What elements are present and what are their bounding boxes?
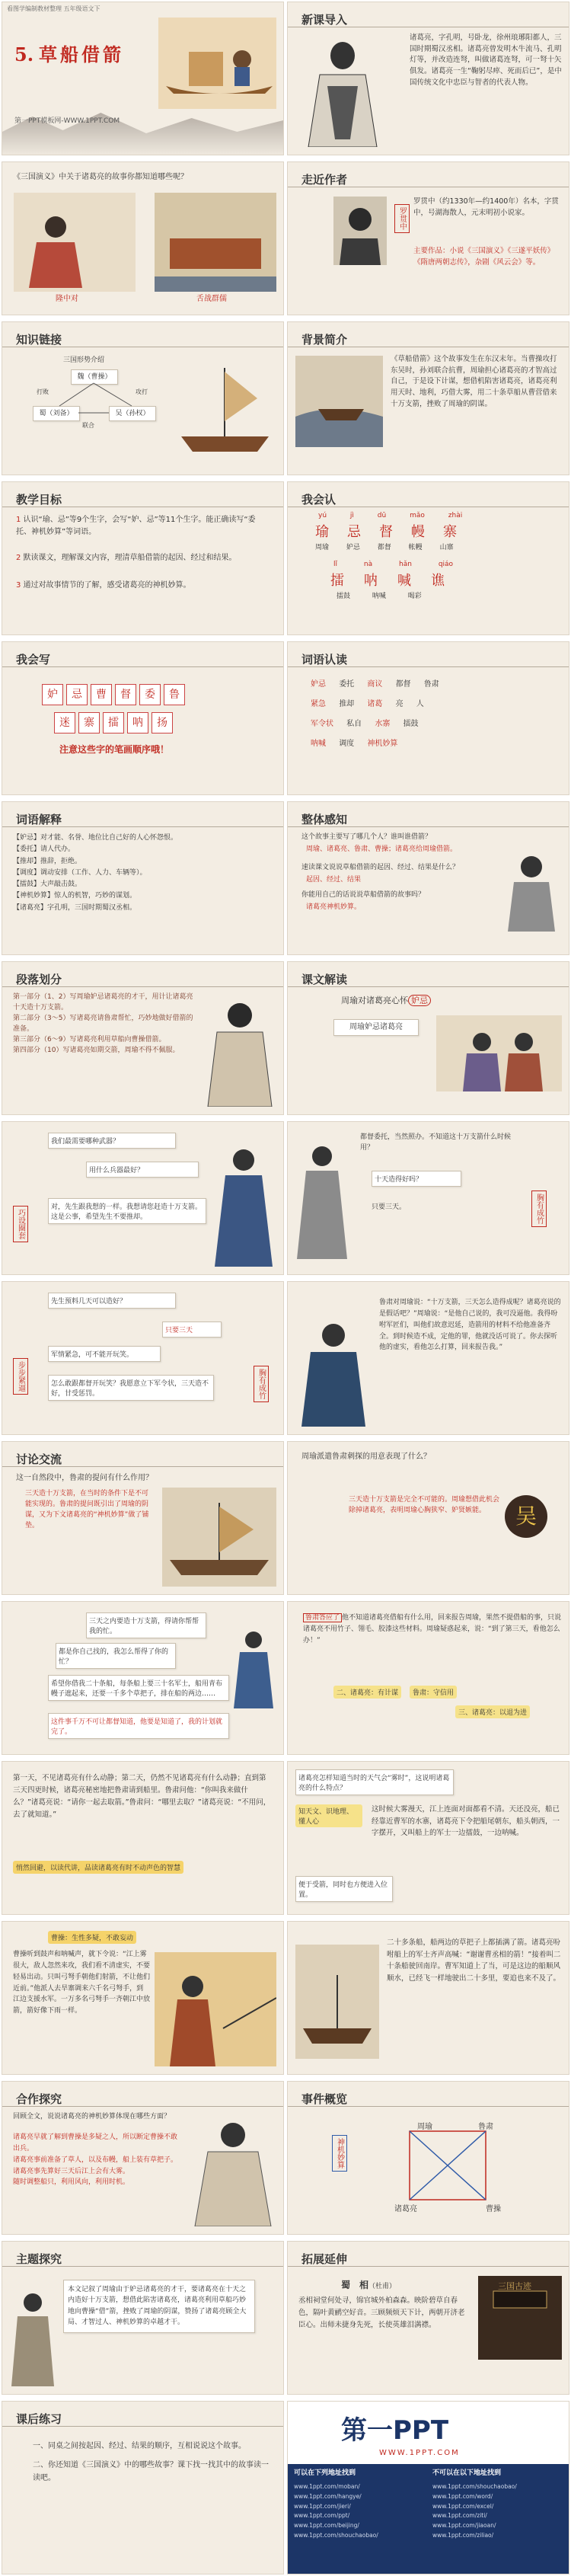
slide-27-cooperate[interactable] — [2, 2081, 284, 2235]
slide-23-text[interactable] — [2, 1761, 284, 1915]
tag-shezhan: 舌战群儒 — [196, 295, 227, 303]
slide-8-recognize[interactable] — [287, 481, 569, 635]
write-row-2 — [53, 712, 174, 733]
label-attack: 攻打 — [136, 388, 148, 395]
definition-item: 【诸葛亮】字孔明，三国时期蜀汉丞相。 — [13, 903, 137, 912]
row1-words: 周瑜 妒忌 都督 帐幔 山寨 — [315, 544, 454, 551]
section-item: 第一部分（1、2）写周瑜妒忌诸葛亮的才干，用计让诸葛亮十天造十万支箭。 — [13, 993, 193, 1012]
header-strip: 看图学编制教材整理 五年级语文下 — [7, 5, 100, 12]
stroke-tip: 注意这些字的笔画顺序哦！ — [59, 744, 170, 755]
link-item[interactable]: www.1ppt.com/hangye/ — [294, 2492, 362, 2500]
title-separator — [2, 1466, 283, 1467]
slide-13-sections[interactable] — [2, 961, 284, 1115]
a3: 诸葛亮神机妙算。 — [306, 903, 362, 911]
slide-14-reading[interactable] — [287, 961, 569, 1115]
word-row-2: 紧急 推却 诸葛 亮 人 — [311, 700, 424, 708]
bubble-4: 这件事千万不可让都督知道，他要是知道了，我的计划就完了。 — [48, 1713, 229, 1739]
link-item[interactable]: www.1ppt.com/shouchaobao/ — [432, 2483, 517, 2490]
slide-title: 整体感知 — [301, 813, 348, 826]
relation-diagram — [364, 2116, 539, 2226]
slide-title: 拓展延伸 — [301, 2252, 348, 2266]
slide-24-text[interactable] — [287, 1761, 569, 1915]
scholar-illustration — [505, 848, 558, 932]
bubble-2: 用什么兵器最好？ — [86, 1162, 199, 1178]
row2-pinyin: lǐ nà hǎn qiáo — [333, 561, 454, 568]
list-item: 诸葛亮事先算好三天后江上会有大雾。 — [13, 2167, 130, 2175]
label-fight: 打败 — [37, 388, 49, 395]
lesson-number: 5. — [14, 43, 34, 66]
title-separator — [288, 826, 569, 827]
promo-logo: 第一PPT — [341, 2415, 449, 2446]
definition-item: 【擂鼓】大声敲击鼓。 — [13, 881, 82, 889]
slide-10-words[interactable] — [287, 641, 569, 795]
promo-panel — [288, 2464, 569, 2574]
theme-box: 本文记叙了周瑜由于妒忌诸葛亮的才干，要诸葛亮在十天之内造好十万支箭，想借此陷害诸葛亮，诸葛亮利用草船巧妙地向曹操“借”箭，挫败了周瑜的阴谋，赞扬了诸葛亮顾全大局、才智过人、神机妙算的卓越才干。 — [63, 2280, 255, 2333]
question-bubble: 十天造得好吗？ — [372, 1171, 461, 1187]
bubble-1: 三天之内要造十万支箭，得请你帮帮我的忙。 — [86, 1612, 206, 1638]
slide-5-knowledge[interactable] — [2, 321, 284, 475]
mountain-decoration — [2, 101, 283, 155]
slide-title: 知识链接 — [16, 333, 62, 347]
shu-box: 蜀（刘备） — [33, 406, 80, 421]
discussion-question: 周瑜派遣鲁肃刺探的用意表现了什么？ — [301, 1453, 431, 1461]
subtitle: 三国形势介绍 — [63, 356, 105, 364]
figure-illustration — [189, 2112, 276, 2226]
list-item: 诸葛亮早就了解到曹操是多疑之人，所以断定曹操不敢出兵。 — [13, 2133, 178, 2153]
section-item: 第三部分（6～9）写诸葛亮利用草船向曹操借箭。 — [13, 1035, 166, 1044]
tag: 知天文、识地理、懂人心 — [295, 1804, 362, 1827]
list-item: 诸葛亮事前准备了草人，以及布幔，船上装有草把子。 — [13, 2156, 178, 2164]
slide-title: 词语解释 — [16, 813, 62, 826]
slide-20-discussion[interactable] — [287, 1441, 569, 1595]
slide-25-text[interactable] — [2, 1921, 284, 2075]
slide-title: 词语认读 — [301, 653, 348, 666]
passage-body: 第一天，不见诸葛亮有什么动静；第二天，仍然不见诸葛亮有什么动静；直到第三天四更时候，诸葛亮秘密地把鲁肃请到船里。鲁肃问他：“你叫我来做什么？”诸葛亮说：“请你一起去取箭。”鲁肃问：“哪里去取？”诸葛亮说：“不用问，去了就知道。” — [13, 1774, 271, 1820]
lusu-figure — [231, 1625, 276, 1708]
wu-box: 吴（孙权） — [109, 406, 156, 421]
warship-illustration — [174, 353, 276, 467]
answer-text: 只要三天。 — [372, 1203, 407, 1211]
char-cell: 擂 — [103, 712, 124, 733]
char-cell: 曹 — [91, 684, 112, 705]
tip-box: 便于受箭，同时也方便进入位置。 — [295, 1876, 393, 1902]
title-separator — [2, 2426, 283, 2427]
link-item[interactable]: www.1ppt.com/ziliao/ — [432, 2531, 494, 2539]
boat-illustration — [158, 18, 276, 109]
slide-title: 我会写 — [16, 653, 51, 666]
slide-title: 主题探究 — [16, 2252, 62, 2266]
slide-30-extend[interactable] — [287, 2241, 569, 2395]
zhugeliang-figure — [295, 1137, 349, 1259]
section-list — [13, 992, 196, 1056]
col1-title: 可以在下列地址找到 — [294, 2469, 356, 2477]
char-cell: 呐 — [127, 712, 148, 733]
slide-2-intro[interactable] — [287, 2, 569, 155]
link-item[interactable]: www.1ppt.com/jiaoan/ — [432, 2522, 496, 2529]
link-item[interactable]: www.1ppt.com/jieri/ — [294, 2502, 351, 2510]
scene-illustration — [436, 1015, 562, 1091]
tag-longzhong: 隆中对 — [56, 295, 78, 303]
char-cell: 忌 — [66, 684, 88, 705]
slide-title: 背景简介 — [301, 333, 348, 347]
slide-21-dialogue[interactable] — [2, 1601, 284, 1755]
title-separator — [2, 986, 283, 987]
definition-item: 【神机妙算】惊人的机智，巧妙的谋划。 — [13, 892, 137, 900]
q2: 速读课文说说草船借箭的起因、经过、结果是什么？ — [301, 864, 460, 871]
slide-title: 教学目标 — [16, 493, 62, 507]
passage-body: 曹操听到鼓声和呐喊声，就下令说：“江上雾很大，敌人忽然来攻，我们看不清虚实，不要轻易出动。只叫弓弩手朝他们射箭，不让他们近前。”他派人去旱寨调来六千名弓弩手，到江边支援水军。一万多名弓弩手一齐朝江中放箭，箭好像下雨一样。 — [13, 1951, 151, 2015]
link-item[interactable]: www.1ppt.com/ziti/ — [432, 2512, 487, 2520]
node-b: 鲁肃 — [478, 2123, 493, 2131]
title-separator — [288, 986, 569, 987]
bubble-3: 希望你借我二十条船，每条船上要三十名军士，船用青布幔子遮起来，还要一千多个草把子，排在船的两边…… — [48, 1675, 229, 1701]
bubble-1: 先生预料几天可以造好？ — [48, 1293, 176, 1309]
poem-title: 蜀 相（杜甫） — [341, 2280, 397, 2290]
bubble-3: 对，先生跟我想的一样。我想请您赶造十万支箭。这是公事，希望先生不要推却。 — [48, 1198, 206, 1224]
char-cell: 督 — [115, 684, 136, 705]
passage-body: 二十多条船，船两边的草把子上都插满了箭。诸葛亮吩咐船上的军士齐声高喊：“谢谢曹丞相的箭！”接着叫二十条船驶回南岸。曹军知道上了当，可是这边的船顺风顺水，已经飞一样地驶出二十多里，要追也来不及了。 — [387, 1938, 561, 1983]
background-body: 《草船借箭》这个故事发生在东汉末年。当曹操攻打东吴时，孙刘联合抗曹，周瑜担心诸葛亮的才智高过自己，于是设下计谋，想借机陷害诸葛亮，诸葛亮利用天时、地利，巧借大雾，用二十条草船从曹营借来十万支箭，挫败了周瑜的阴谋。 — [391, 355, 557, 408]
row2-chars: 擂呐喊谯 — [330, 573, 464, 589]
link-item[interactable]: www.1ppt.com/excel/ — [432, 2502, 494, 2510]
title-separator — [2, 2106, 283, 2107]
word-row-1: 妒忌 委托 商议 都督 鲁肃 — [311, 680, 439, 689]
char-cell: 妒 — [42, 684, 63, 705]
definition-list — [13, 833, 241, 914]
homework-item: 一、同桌之间按起因、经过、结果的顺序，互相说说这个故事。 — [33, 2442, 246, 2450]
zhuge-liang-portrait — [297, 33, 384, 147]
line-1: 都督委托，当然照办。不知道这十万支箭什么时候用？ — [360, 1133, 512, 1152]
slide-28-overview[interactable] — [287, 2081, 569, 2235]
slide-title: 段落划分 — [16, 973, 62, 986]
bubble-3: 军情紧急，可不能开玩笑。 — [48, 1346, 161, 1362]
node-d: 曹操 — [486, 2205, 501, 2213]
title-separator — [2, 2266, 283, 2267]
slide-29-theme[interactable] — [2, 2241, 284, 2395]
sign-text: 三国古迹 — [498, 2281, 531, 2291]
center-label: 神机妙算 — [332, 2135, 347, 2172]
passage-body: 鲁肃对周瑜说：“十万支箭，三天怎么造得成呢？诸葛亮说的是假话吧？”周瑜说：“是他自己说的，我可没逼他。我得吩咐军匠们，叫他们故意迟延，造箭用的材料不给他准备齐全。到时候造不成，定他的罪，他就没话可说了。你去探听他的虚实，看他怎么打算，回来报告我。” — [379, 1299, 561, 1352]
tip: 悄然回避，以读代讲，品读诸葛亮有时不动声色的智慧 — [13, 1861, 183, 1874]
footer-text: 第一PPT模板网-WWW.1PPT.COM — [14, 117, 120, 125]
reading-line: 周瑜对诸葛亮心怀 妒忌 — [341, 994, 431, 1007]
bubble-1: 我们最需要哪种武器？ — [48, 1133, 176, 1149]
char-cell: 寨 — [78, 712, 100, 733]
slide-12-overview[interactable] — [287, 801, 569, 955]
slide-15-dialogue[interactable] — [2, 1121, 284, 1275]
goal-3: 3 通过对故事情节的了解，感受诸葛亮的神机妙算。 — [16, 581, 191, 590]
side-note-1: 步步紧逼 — [13, 1358, 28, 1395]
side-note: 胸有成竹 — [531, 1191, 547, 1227]
slide-4-author[interactable] — [287, 161, 569, 315]
wu-seal: 吴 — [505, 1495, 547, 1538]
zhouyu-illustration — [212, 1137, 276, 1267]
author-seal: 罗贯中 — [394, 204, 410, 233]
word-row-4: 呐喊 调度 神机妙算 — [311, 740, 398, 748]
ships-illustration — [162, 1488, 276, 1587]
slide-title: 课后练习 — [16, 2412, 62, 2426]
promo-url[interactable]: WWW.1PPT.COM — [379, 2449, 460, 2457]
link-item[interactable]: www.1ppt.com/beijing/ — [294, 2522, 359, 2529]
bubble-4: 怎么敢跟都督开玩笑？我愿意立下军令状，三天造不好，甘受惩罚。 — [48, 1375, 214, 1401]
side-note-2: 胸有成竹 — [254, 1366, 269, 1402]
slide-7-goals[interactable] — [2, 481, 284, 635]
slide-9-write[interactable] — [2, 641, 284, 795]
author-body: 罗贯中（约1330年—约1400年）名本，字贯中，号湖海散人，元末明初小说家。 — [413, 197, 559, 217]
slide-1-cover[interactable] — [2, 2, 284, 155]
tag-1: 二、诸葛亮：有计谋 — [333, 1686, 401, 1699]
char-cell: 鲁 — [164, 684, 185, 705]
cooperate-list — [13, 2132, 180, 2188]
title-separator — [2, 666, 283, 667]
discussion-answer: 三天造十万支箭是完全不可能的。周瑜想借此机会除掉诸葛亮，表明周瑜心胸狭窄、妒贤嫉能。 — [349, 1496, 500, 1514]
tag-3: 三、诸葛亮：以退为进 — [455, 1705, 530, 1718]
definition-item: 【委托】请人代办。 — [13, 845, 75, 854]
archers-illustration — [155, 1952, 276, 2066]
summary-box: 周瑜妒忌诸葛亮 — [333, 1019, 419, 1036]
author-works: 主要作品：小说《三国演义》《三遂平妖传》《隋唐两朝志传》，杂剧《风云会》等。 — [413, 247, 555, 267]
slide-title: 我会认 — [301, 493, 337, 507]
passage-body: 这时候大雾漫天，江上连面对面都看不清。天还没亮，船已经靠近曹军的水寨，诸葛亮下令把船尾朝东，船头朝西，一字摆开，又叫船上的军士一边擂鼓，一边呐喊。 — [372, 1805, 560, 1838]
discussion-question: 这一自然段中，鲁肃的提问有什么作用？ — [16, 1474, 153, 1482]
char-cell: 扬 — [152, 712, 173, 733]
slide-title: 讨论交流 — [16, 1453, 62, 1466]
lesson-title: 草船借箭 — [39, 43, 124, 66]
battle-illustration — [295, 356, 383, 447]
figure-illustration — [295, 1312, 372, 1427]
discussion-answer: 三天造十万支箭，在当时的条件下是不可能实现的。鲁肃的提问既引出了周瑜的阴谋，又为下文诸葛亮的“神机妙算”做了铺垫。 — [25, 1490, 149, 1529]
figure-illustration — [202, 992, 278, 1107]
slide-18-text[interactable] — [287, 1281, 569, 1435]
bubble-2: 只要三天 — [162, 1322, 222, 1338]
node-a: 周瑜 — [417, 2123, 432, 2131]
poem-body: 丞相祠堂何处寻，锦官城外柏森森。映阶碧草自春色，隔叶黄鹂空好音。三顾频烦天下计，两朝开济老臣心。出师未捷身先死，长使英雄泪满襟。 — [298, 2296, 465, 2330]
author-portrait — [333, 197, 387, 265]
link-item[interactable]: www.1ppt.com/word/ — [432, 2492, 493, 2500]
link-item[interactable]: www.1ppt.com/shouchaobao/ — [294, 2531, 378, 2539]
goal-1: 1 认识“瑜、忌”等9个生字，会写“妒、忌”等11个生字。能正确读写“委托、神机妙算”等词语。 — [16, 516, 256, 536]
slide-title: 合作探究 — [16, 2092, 62, 2106]
boats-illustration — [295, 1945, 379, 2059]
slide-17-dialogue[interactable] — [2, 1281, 284, 1435]
intro: 回顾全文，说说诸葛亮的神机妙算体现在哪些方面？ — [13, 2113, 171, 2121]
q3: 你能用自己的话说说草船借箭的故事吗？ — [301, 891, 426, 899]
q1: 这个故事主要写了哪几个人？谁叫谁借箭？ — [301, 833, 432, 841]
slide-title: 走近作者 — [301, 173, 348, 187]
homework-list — [33, 2440, 269, 2485]
slide-32-promo[interactable] — [287, 2401, 569, 2574]
col2-links — [432, 2482, 517, 2541]
figure-illustration — [10, 2287, 56, 2386]
wei-box: 魏（曹操） — [71, 369, 118, 385]
word-row-3: 军令状 私自 水寨 擂鼓 — [311, 720, 419, 728]
slide-title: 课文解读 — [301, 973, 348, 986]
highlight: 鲁肃答应了 — [303, 1613, 342, 1622]
slide-11-definitions[interactable] — [2, 801, 284, 955]
node-c: 诸葛亮 — [394, 2205, 417, 2213]
scene-illustration-2 — [155, 193, 276, 292]
label-alliance: 联合 — [82, 422, 94, 429]
scene-illustration-1 — [14, 193, 136, 292]
slide-22-text[interactable] — [287, 1601, 569, 1755]
slide-title: 新课导入 — [301, 13, 348, 27]
passage-body: 鲁肃答应了 他不知道诸葛亮借船有什么用，回来报告周瑜，果然不提借船的事，只说诸葛亮不用竹子、翎毛、胶漆这些材料。周瑜疑惑起来，说：“到了第三天，看他怎么办！” — [303, 1614, 562, 1644]
slide-3-question[interactable] — [2, 161, 284, 315]
definition-item: 【妒忌】对才能、名誉、地位比自己好的人心怀怨恨。 — [13, 834, 178, 842]
section-item: 第四部分（10）写诸葛亮如期交箭，周瑜不得不佩服。 — [13, 1046, 180, 1054]
slide-31-homework[interactable] — [2, 2401, 284, 2574]
write-row-1 — [40, 684, 187, 705]
definition-item: 【调度】调动安排（工作、人力、车辆等）。 — [13, 868, 147, 877]
side-note: 巧设圈套 — [13, 1206, 28, 1242]
note-box: 诸葛亮怎样知道当时的天气会“雾时”，这说明诸葛亮的什么特点？ — [295, 1769, 454, 1795]
tag-2: 鲁肃：守信用 — [410, 1686, 457, 1699]
goal-2: 2 默读课文，理解课文内容，理清草船借箭的起因、经过和结果。 — [16, 554, 237, 562]
label: 曹操：生性多疑，不敢妄动 — [48, 1931, 136, 1944]
row1-pinyin: yú jì dū mǎo zhài — [318, 512, 463, 519]
col1-links — [294, 2482, 378, 2541]
title-separator — [288, 2266, 569, 2267]
row2-words: 擂鼓 呐喊 喝彩 — [337, 593, 422, 600]
slide-6-background[interactable] — [287, 321, 569, 475]
question-text: 《三国演义》中关于诸葛亮的故事你都知道哪些呢？ — [13, 173, 188, 181]
relation-arrows — [33, 379, 162, 425]
title-separator — [288, 2106, 569, 2107]
list-item: 随时调整船只，利用风向，利用时机。 — [13, 2178, 130, 2187]
link-item[interactable]: www.1ppt.com/ppt/ — [294, 2512, 350, 2520]
slide-26-text[interactable] — [287, 1921, 569, 2075]
slide-16-dialogue[interactable] — [287, 1121, 569, 1275]
homework-item: 二、你还知道《三国演义》中的哪些故事？课下找一找其中的故事读一读吧。 — [33, 2461, 269, 2482]
col2-title: 不可以在以下地址找到 — [432, 2469, 502, 2477]
bubble-2: 都是你自己找的，我怎么帮得了你的忙？ — [56, 1643, 176, 1669]
a1: 周瑜、诸葛亮、鲁肃、曹操；诸葛亮给周瑜借箭。 — [306, 845, 458, 853]
link-item[interactable]: www.1ppt.com/moban/ — [294, 2483, 360, 2490]
definition-item: 【推却】推辞，拒绝。 — [13, 857, 82, 865]
intro-body: 诸葛亮，字孔明，号卧龙，徐州琅琊阳都人，三国时期蜀汉丞相。诸葛亮曾发明木牛流马、孔明灯等，并改造连弩，叫做诸葛连弩，可一弩十矢俱发。诸葛亮一生“鞠躬尽瘁、死而后已”，是中国传统文化中忠臣与智者的代表人物。 — [410, 34, 562, 87]
title-separator — [288, 666, 569, 667]
slide-19-discussion[interactable] — [2, 1441, 284, 1595]
key-word: 妒忌 — [408, 995, 431, 1006]
slide-title: 事件概览 — [301, 2092, 348, 2106]
row1-chars: 瑜忌督幔寨 — [315, 524, 475, 540]
a2: 起因、经过、结果 — [306, 876, 362, 884]
title-separator — [2, 826, 283, 827]
char-cell: 迷 — [54, 712, 75, 733]
char-cell: 委 — [139, 684, 161, 705]
section-item: 第二部分（3～5）写诸葛亮请鲁肃帮忙，巧妙地做好借箭的准备。 — [13, 1014, 193, 1033]
